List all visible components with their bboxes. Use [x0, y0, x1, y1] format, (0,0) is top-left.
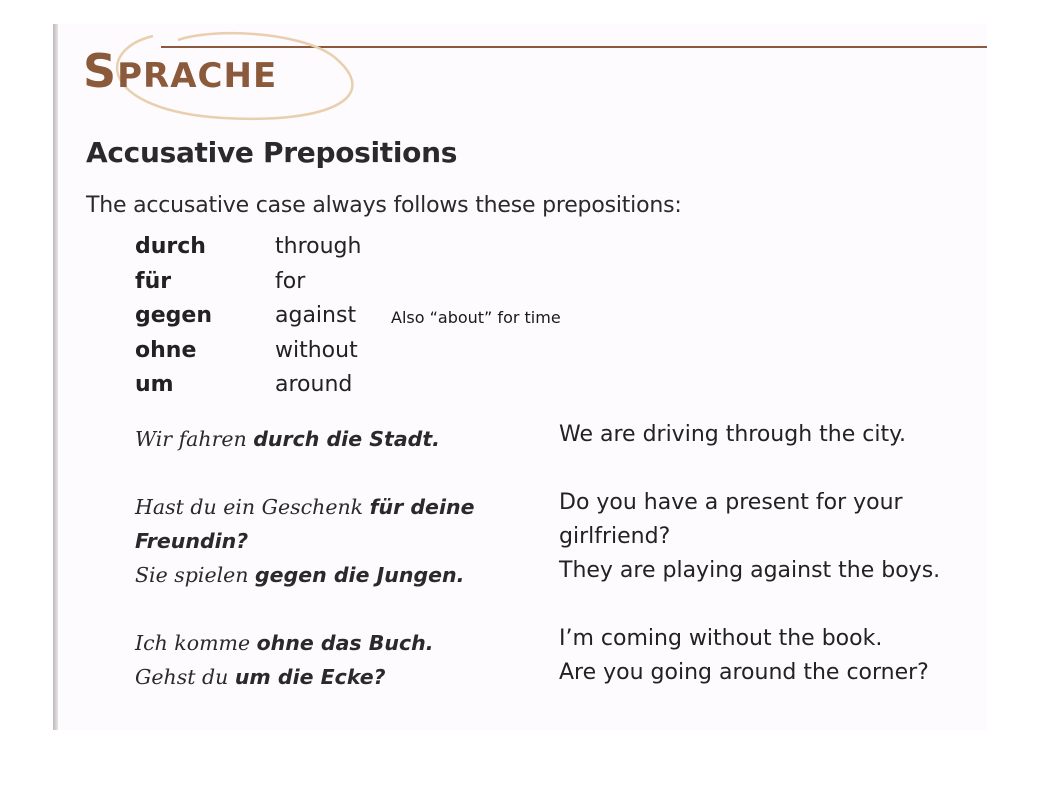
german-plain-text: Gehst du [135, 665, 235, 689]
english-translation: for [275, 268, 306, 294]
german-bold-phrase: durch die Stadt. [253, 427, 440, 451]
logo-initial: S [83, 44, 118, 98]
german-preposition: ohne [135, 337, 197, 363]
german-example [135, 422, 525, 456]
german-preposition: gegen [135, 303, 212, 328]
example-row [135, 422, 965, 490]
sprache-logo [83, 44, 278, 98]
german-preposition: um [135, 372, 174, 397]
english-translation: without [275, 337, 358, 363]
intro-sentence: The accusative case always follows these prepositions: [86, 193, 682, 218]
german-bold-phrase: um die Ecke? [234, 665, 386, 689]
english-translation: against [275, 303, 357, 328]
german-example [135, 490, 525, 558]
english-translation: around [275, 372, 353, 397]
page-edge-shadow [53, 24, 58, 730]
german-preposition: für [135, 268, 172, 294]
english-example: Are you going around the corner? [559, 660, 929, 685]
german-bold-phrase: ohne das Buch. [256, 631, 434, 655]
german-plain-text: Ich komme [135, 631, 257, 655]
german-bold-phrase: gegen die Jungen. [255, 563, 465, 587]
german-plain-text: Sie spielen [135, 563, 255, 587]
english-translation: through [275, 234, 362, 259]
german-example [135, 558, 525, 592]
german-preposition: durch [135, 234, 206, 259]
english-example: We are driving through the city. [559, 422, 906, 447]
example-row [135, 660, 965, 728]
german-bold-phrase: für deine Freundin? [135, 495, 475, 553]
section-title: Accusative Prepositions [86, 136, 458, 169]
example-row [135, 490, 965, 558]
english-example: They are playing against the boys. [559, 558, 941, 583]
german-example [135, 660, 525, 694]
annotation-note: Also “about” for time [391, 308, 561, 327]
textbook-page-scan [53, 24, 987, 730]
german-plain-text: Hast du ein Geschenk [135, 495, 370, 519]
logo-rest: PRACHE [117, 56, 278, 96]
german-plain-text: Wir fahren [135, 427, 254, 451]
example-sentences [135, 422, 965, 728]
example-row [135, 558, 965, 626]
example-row [135, 626, 965, 660]
german-example [135, 626, 525, 660]
english-example: I’m coming without the book. [559, 626, 883, 651]
english-example: Do you have a present for your girlfriend? [559, 490, 903, 549]
